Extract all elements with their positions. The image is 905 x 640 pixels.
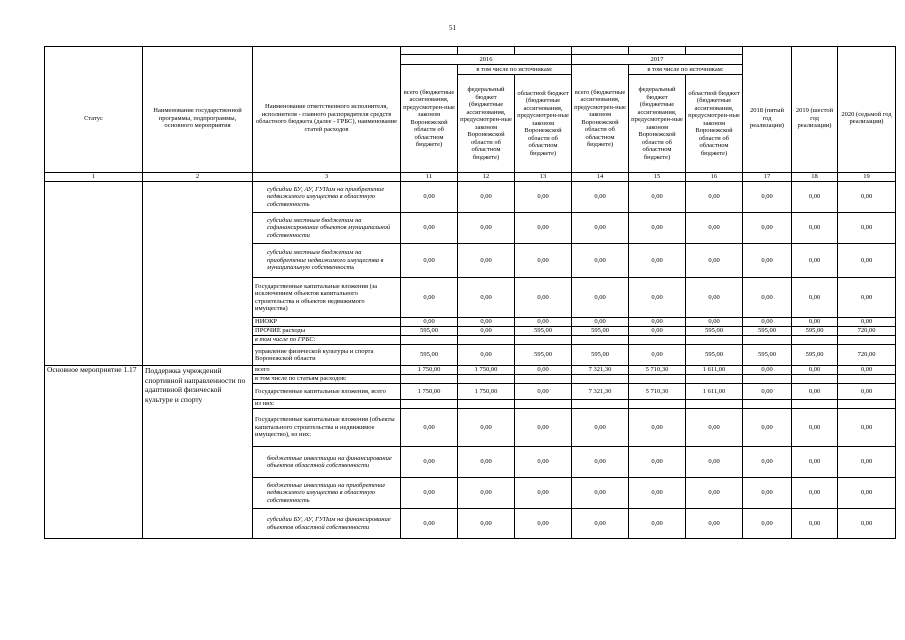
value-cell: 0,00 [458, 318, 515, 327]
value-cell: 0,00 [838, 213, 896, 244]
value-cell: 0,00 [838, 478, 896, 509]
value-cell: 0,00 [515, 182, 572, 213]
value-cell: 0,00 [686, 409, 743, 447]
column-number: 18 [792, 173, 838, 182]
value-cell: 0,00 [458, 244, 515, 278]
value-cell: 0,00 [792, 409, 838, 447]
value-cell: 0,00 [838, 278, 896, 318]
value-cell: 0,00 [743, 384, 792, 400]
value-cell: 0,00 [401, 182, 458, 213]
value-cell: 0,00 [629, 318, 686, 327]
executor-header: Наименование ответственного исполнителя, исполнителя - главного распорядителя средств областного бюджета (далее - ГРБС), наименование статей расходов [253, 65, 401, 173]
row-label: бюджетные инвестиции на приобретение недвижимого имущества в областную собственность [253, 478, 401, 509]
value-cell: 595,00 [572, 327, 629, 336]
value-cell: 0,00 [838, 318, 896, 327]
value-cell [629, 336, 686, 345]
value-cell: 0,00 [458, 278, 515, 318]
value-cell [572, 375, 629, 384]
value-cell: 720,00 [838, 327, 896, 336]
value-cell [686, 400, 743, 409]
budget-table [44, 46, 896, 539]
column-number: 16 [686, 173, 743, 182]
value-cell [838, 400, 896, 409]
value-cell: 0,00 [686, 244, 743, 278]
row-label: управление физической культуры и спорта Воронежской области [253, 345, 401, 366]
column-number: 15 [629, 173, 686, 182]
column-number-row [45, 173, 896, 182]
value-cell: 0,00 [686, 478, 743, 509]
value-cell: 0,00 [629, 244, 686, 278]
value-cell [572, 400, 629, 409]
value-cell [458, 375, 515, 384]
column-number: 17 [743, 173, 792, 182]
value-cell: 5 710,30 [629, 366, 686, 375]
column-number: 14 [572, 173, 629, 182]
federal-2017-header: федеральный бюджет (бюджетные ассигнования, предусмотрен-ные законом Воронежской области об областном бюджете) [629, 75, 686, 173]
value-cell: 0,00 [401, 478, 458, 509]
page-number: 51 [449, 24, 456, 32]
value-cell [743, 400, 792, 409]
value-cell [458, 336, 515, 345]
value-cell: 0,00 [572, 478, 629, 509]
value-cell: 0,00 [458, 409, 515, 447]
value-cell: 0,00 [743, 478, 792, 509]
value-cell [401, 400, 458, 409]
value-cell: 1 611,00 [686, 384, 743, 400]
row-label: субсидии местным бюджетам на софинансирование объектов муниципальной собственности [253, 213, 401, 244]
y2020-header: 2020 (седьмой год реализации) [838, 65, 896, 173]
column-number: 2 [143, 173, 253, 182]
column-number: 12 [458, 173, 515, 182]
header-spacer-row [45, 47, 896, 55]
value-cell [838, 375, 896, 384]
value-cell: 0,00 [838, 509, 896, 539]
value-cell: 0,00 [572, 244, 629, 278]
value-cell [792, 375, 838, 384]
value-cell [515, 400, 572, 409]
value-cell: 595,00 [401, 345, 458, 366]
value-cell: 0,00 [629, 327, 686, 336]
value-cell: 0,00 [792, 213, 838, 244]
column-number: 3 [253, 173, 401, 182]
program-cell-empty [143, 182, 253, 366]
value-cell: 0,00 [629, 213, 686, 244]
column-number: 1 [45, 173, 143, 182]
status-cell-empty [45, 182, 143, 366]
value-cell: 0,00 [838, 384, 896, 400]
value-cell: 0,00 [401, 509, 458, 539]
value-cell: 595,00 [515, 327, 572, 336]
value-cell [686, 336, 743, 345]
row-label: в том числе по ГРБС: [253, 336, 401, 345]
y2018-header: 2018 (пятый год реализации) [743, 65, 792, 173]
value-cell: 0,00 [792, 509, 838, 539]
value-cell: 0,00 [629, 182, 686, 213]
value-cell: 0,00 [838, 447, 896, 478]
regional-2017-header: областной бюджет (бюджетные ассигнования, предусмотрен-ные законом Воронежской области об областном бюджете) [686, 75, 743, 173]
value-cell: 0,00 [401, 447, 458, 478]
value-cell: 0,00 [515, 366, 572, 375]
row-label: Государственные капитальные вложения, всего [253, 384, 401, 400]
row-label: ПРОЧИЕ расходы [253, 327, 401, 336]
main-measure-name: Поддержка учреждений спортивной направленности по адаптивной физической культуре и спорту [143, 366, 253, 539]
value-cell: 0,00 [458, 478, 515, 509]
value-cell: 0,00 [515, 409, 572, 447]
value-cell: 0,00 [572, 182, 629, 213]
value-cell: 0,00 [629, 278, 686, 318]
header-year-row [45, 55, 896, 65]
value-cell [629, 375, 686, 384]
value-cell [743, 375, 792, 384]
value-cell: 0,00 [515, 318, 572, 327]
status-header: Статус [45, 65, 143, 173]
row-label: НИОКР [253, 318, 401, 327]
value-cell: 0,00 [838, 244, 896, 278]
program-header: Наименование государственной программы, подпрограммы, основного мероприятия [143, 65, 253, 173]
value-cell: 0,00 [401, 213, 458, 244]
value-cell: 0,00 [686, 278, 743, 318]
sources-2016-header: в том числе по источникам: [458, 65, 572, 75]
value-cell: 0,00 [686, 509, 743, 539]
value-cell: 0,00 [743, 278, 792, 318]
value-cell: 0,00 [629, 409, 686, 447]
value-cell: 7 321,30 [572, 384, 629, 400]
federal-2016-header: федеральный бюджет (бюджетные ассигнования, предусмотрен-ные законом Воронежской области об областном бюджете) [458, 75, 515, 173]
row-label: Государственные капитальные вложения (объекты капитального строительства и недвижимое имущество), из них: [253, 409, 401, 447]
value-cell: 0,00 [792, 278, 838, 318]
value-cell: 0,00 [401, 244, 458, 278]
row-label: всего [253, 366, 401, 375]
value-cell: 0,00 [686, 213, 743, 244]
value-cell: 0,00 [686, 447, 743, 478]
value-cell: 0,00 [572, 409, 629, 447]
value-cell: 0,00 [792, 478, 838, 509]
row-label: бюджетные инвестиции на финансирование объектов областной собственности [253, 447, 401, 478]
row-label: из них: [253, 400, 401, 409]
value-cell: 0,00 [401, 318, 458, 327]
row-label: субсидии БУ, АУ, ГУПам на финансирование объектов областной собственности [253, 509, 401, 539]
value-cell: 0,00 [743, 182, 792, 213]
row-label: Государственные капитальные вложения (за исключением объектов капитального строительства и объектов недвижимого имущества) [253, 278, 401, 318]
value-cell: 720,00 [838, 345, 896, 366]
value-cell: 0,00 [572, 509, 629, 539]
value-cell: 0,00 [572, 278, 629, 318]
value-cell: 0,00 [515, 384, 572, 400]
value-cell [401, 336, 458, 345]
value-cell [515, 375, 572, 384]
value-cell: 0,00 [743, 318, 792, 327]
value-cell: 0,00 [743, 447, 792, 478]
value-cell: 1 750,00 [401, 384, 458, 400]
value-cell: 0,00 [458, 213, 515, 244]
sources-2017-header: в том числе по источникам: [629, 65, 743, 75]
value-cell: 595,00 [572, 345, 629, 366]
column-number: 11 [401, 173, 458, 182]
value-cell: 0,00 [458, 447, 515, 478]
total-2017-header: всего (бюджетные ассигнования, предусмотрен-ные законом Воронежской области об областном бюджете) [572, 65, 629, 173]
value-cell: 0,00 [792, 244, 838, 278]
value-cell: 0,00 [743, 366, 792, 375]
value-cell: 595,00 [686, 327, 743, 336]
row-label: в том числе по статьям расходов: [253, 375, 401, 384]
value-cell: 0,00 [743, 213, 792, 244]
value-cell: 0,00 [686, 182, 743, 213]
value-cell: 0,00 [515, 278, 572, 318]
value-cell: 0,00 [515, 244, 572, 278]
main-measure-status: Основное мероприятие 1.17 [45, 366, 143, 539]
header-sources-row [45, 65, 896, 75]
value-cell: 0,00 [629, 509, 686, 539]
value-cell: 0,00 [686, 318, 743, 327]
value-cell: 0,00 [458, 182, 515, 213]
value-cell [743, 336, 792, 345]
value-cell: 0,00 [515, 509, 572, 539]
row-label: субсидии БУ, АУ, ГУПам на приобретение недвижимого имущества в областную собственность [253, 182, 401, 213]
value-cell: 0,00 [572, 213, 629, 244]
y2019-header: 2019 (шестой год реализации) [792, 65, 838, 173]
value-cell: 5 710,30 [629, 384, 686, 400]
value-cell: 1 750,00 [458, 384, 515, 400]
value-cell [838, 336, 896, 345]
value-cell: 595,00 [792, 345, 838, 366]
value-cell [401, 375, 458, 384]
year-2017-header: 2017 [572, 55, 743, 65]
value-cell: 0,00 [572, 318, 629, 327]
value-cell [572, 336, 629, 345]
value-cell: 595,00 [686, 345, 743, 366]
column-number: 13 [515, 173, 572, 182]
value-cell: 1 750,00 [401, 366, 458, 375]
value-cell [629, 400, 686, 409]
total-2016-header: всего (бюджетные ассигнования, предусмотрен-ные законом Воронежской области об областном бюджете) [401, 65, 458, 173]
value-cell: 0,00 [838, 409, 896, 447]
value-cell: 0,00 [792, 447, 838, 478]
regional-2016-header: областной бюджет (бюджетные ассигнования, предусмотрен-ные законом Воронежской области об областном бюджете) [515, 75, 572, 173]
value-cell: 595,00 [515, 345, 572, 366]
value-cell: 0,00 [515, 213, 572, 244]
value-cell: 0,00 [743, 409, 792, 447]
value-cell: 0,00 [792, 318, 838, 327]
value-cell [792, 336, 838, 345]
year-2016-header: 2016 [401, 55, 572, 65]
table-row [45, 182, 896, 213]
table-row [45, 366, 896, 375]
value-cell: 1 611,00 [686, 366, 743, 375]
value-cell [686, 375, 743, 384]
value-cell: 0,00 [629, 478, 686, 509]
value-cell: 0,00 [792, 366, 838, 375]
value-cell: 7 321,30 [572, 366, 629, 375]
value-cell: 595,00 [792, 327, 838, 336]
column-number: 19 [838, 173, 896, 182]
value-cell: 1 750,00 [458, 366, 515, 375]
value-cell: 0,00 [792, 384, 838, 400]
value-cell [458, 400, 515, 409]
value-cell: 0,00 [743, 509, 792, 539]
value-cell: 0,00 [838, 182, 896, 213]
value-cell: 0,00 [572, 447, 629, 478]
value-cell: 0,00 [458, 327, 515, 336]
value-cell: 0,00 [401, 409, 458, 447]
row-label: субсидии местным бюджетам на приобретение недвижимого имущества в муниципальную собственность [253, 244, 401, 278]
value-cell: 0,00 [792, 182, 838, 213]
value-cell: 0,00 [515, 478, 572, 509]
value-cell: 0,00 [458, 509, 515, 539]
value-cell: 0,00 [838, 366, 896, 375]
value-cell: 0,00 [401, 278, 458, 318]
value-cell: 0,00 [515, 447, 572, 478]
value-cell: 595,00 [401, 327, 458, 336]
value-cell: 0,00 [743, 244, 792, 278]
value-cell: 595,00 [743, 345, 792, 366]
value-cell: 0,00 [458, 345, 515, 366]
value-cell [515, 336, 572, 345]
value-cell: 0,00 [629, 345, 686, 366]
value-cell: 0,00 [629, 447, 686, 478]
value-cell [792, 400, 838, 409]
value-cell: 595,00 [743, 327, 792, 336]
